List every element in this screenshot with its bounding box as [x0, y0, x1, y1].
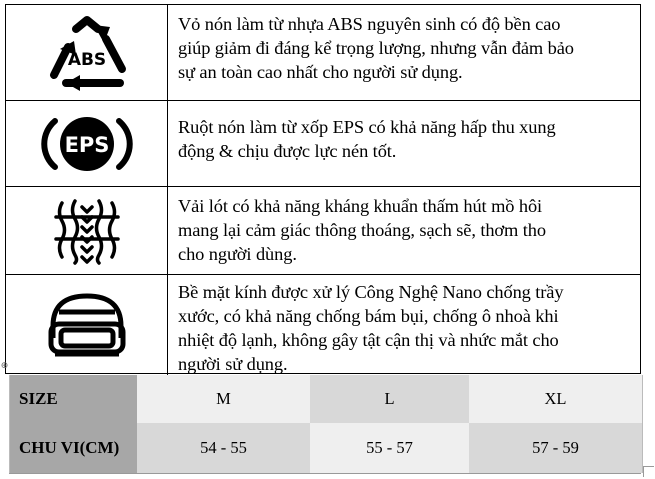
measure-header-label: CHU VI(CM) — [10, 423, 137, 473]
text-line: cho người dùng. — [178, 244, 297, 264]
text-line: nhiệt độ lạnh, không gây tật cận thị và nhức mắt cho — [178, 330, 559, 350]
eps-icon-text: EPS — [64, 132, 109, 157]
table-bottom-border — [9, 473, 641, 474]
size-table — [9, 375, 643, 473]
text-line: Vỏ nón làm từ nhựa ABS nguyên sinh có độ bền cao — [178, 14, 561, 34]
feature-row-eps — [6, 101, 640, 187]
eps-badge-icon — [37, 113, 137, 175]
feature-text-eps — [178, 115, 632, 163]
feature-row-abs — [6, 5, 640, 101]
size-xl: XL — [469, 375, 642, 423]
text-line: Bề mặt kính được xử lý Công Nghệ Nano chống trầy — [178, 282, 564, 302]
icon-cell — [6, 187, 168, 274]
measure-xl[interactable]: 57 - 59 — [469, 423, 642, 473]
text-line: người sử dụng. — [178, 354, 288, 374]
icon-cell — [6, 5, 168, 100]
feature-text-abs — [178, 12, 632, 84]
text-line: xước, có khả năng chống bám bụi, chống ô nhoà khi — [178, 306, 559, 326]
recycle-abs-icon — [46, 15, 128, 91]
table-resize-handle[interactable] — [643, 466, 654, 477]
helmet-visor-icon — [45, 290, 129, 360]
feature-row-visor — [6, 275, 640, 375]
icon-cell — [6, 101, 168, 186]
text-line: mang lại cảm giác thông thoáng, sạch sẽ, thơm tho — [178, 220, 546, 240]
measure-l: 55 - 57 — [310, 423, 469, 473]
feature-text-visor — [178, 280, 632, 376]
text-line: Ruột nón làm từ xốp EPS có khả năng hấp thu xung — [178, 117, 556, 137]
text-line: giúp giảm đi đáng kể trọng lượng, nhưng vẫn đảm bảo — [178, 38, 574, 58]
features-table — [5, 4, 641, 374]
feature-text-fabric — [178, 194, 632, 266]
icon-cell — [6, 275, 168, 375]
size-header-label: SIZE — [10, 375, 137, 423]
text-line: Vải lót có khả năng kháng khuẩn thấm hút mồ hôi — [178, 196, 543, 216]
woven-fabric-icon — [52, 197, 122, 265]
feature-row-fabric — [6, 187, 640, 275]
measure-m: 54 - 55 — [137, 423, 310, 473]
text-line: sự an toàn cao nhất cho người sử dụng. — [178, 62, 463, 82]
size-m: M — [137, 375, 310, 423]
text-line: động & chịu được lực nén tốt. — [178, 141, 397, 161]
table-move-handle-icon[interactable]: ⊕ — [0, 361, 9, 371]
size-l: L — [310, 375, 469, 423]
abs-icon-text: ABS — [67, 49, 106, 70]
